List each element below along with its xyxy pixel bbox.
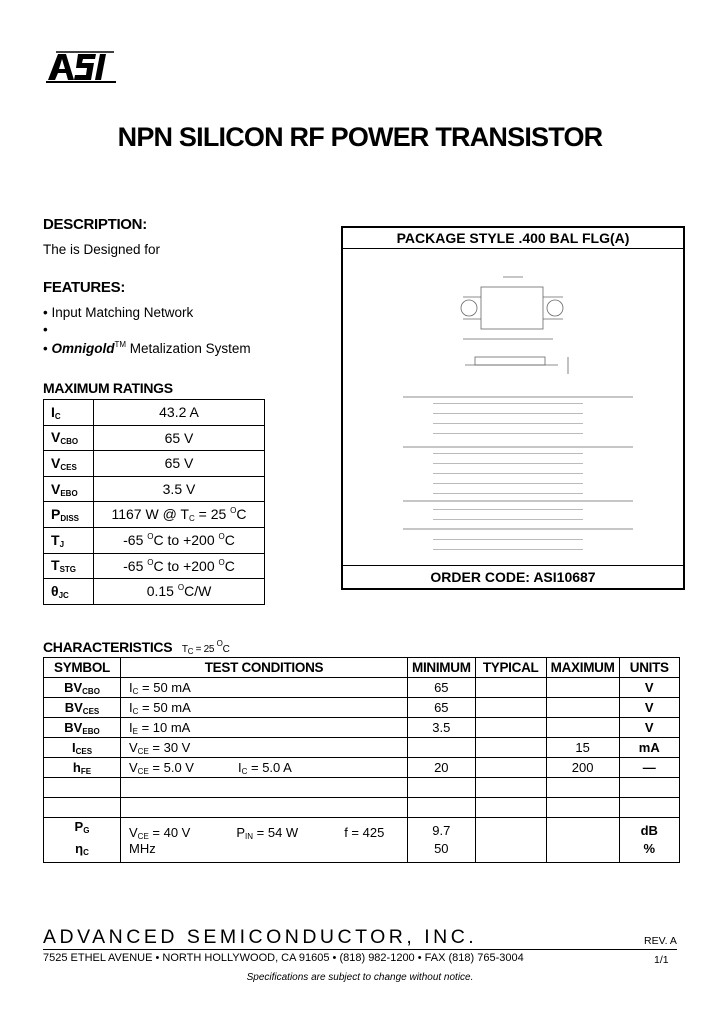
table-row <box>44 738 680 758</box>
typical-cell <box>475 718 546 738</box>
company-name: ADVANCED SEMICONDUCTOR, INC. <box>43 926 478 948</box>
minimum-cell: 9.7 50 <box>408 818 476 863</box>
units-cell: mA <box>619 738 679 758</box>
value-cell: 1167 W @ $T_C = 25$ $^O$C <box>94 502 265 528</box>
typical-cell <box>475 738 546 758</box>
maximum-cell <box>546 698 619 718</box>
symbol-cell: $T_J$ <box>44 527 94 553</box>
column-header: MAXIMUM <box>546 658 619 678</box>
feature-item-omnigold <box>43 340 251 356</box>
typical-cell <box>475 818 546 863</box>
table-row <box>44 553 265 579</box>
asi-logo <box>44 46 118 86</box>
table-row-empty <box>44 778 680 798</box>
max-ratings-heading: MAXIMUM RATINGS <box>43 380 173 396</box>
table-row <box>44 502 265 528</box>
value-cell: -65 $^O$C to +200 $^O$C <box>94 527 265 553</box>
characteristics-heading <box>43 639 230 656</box>
value-cell: 3.5 V <box>94 476 265 502</box>
typical-cell <box>475 758 546 778</box>
maximum-cell <box>546 818 619 863</box>
table-row <box>44 818 680 863</box>
minimum-cell: 65 <box>408 678 476 698</box>
trademark: TM <box>114 340 127 349</box>
minimum-cell: 3.5 <box>408 718 476 738</box>
minimum-cell: 20 <box>408 758 476 778</box>
order-code: ORDER CODE: ASI10687 <box>343 565 683 588</box>
characteristics-table <box>43 657 680 863</box>
table-row-empty <box>44 798 680 818</box>
maximum-cell <box>546 718 619 738</box>
typical-cell <box>475 698 546 718</box>
units-cell: V <box>619 718 679 738</box>
maximum-cell: 200 <box>546 758 619 778</box>
feature-text: Metalization System <box>126 341 251 356</box>
table-header-row <box>44 658 680 678</box>
column-header: TYPICAL <box>475 658 546 678</box>
maximum-cell <box>546 678 619 698</box>
table-row <box>44 579 265 605</box>
table-row <box>44 698 680 718</box>
omnigold-brand: Omnigold <box>51 341 115 356</box>
column-header: SYMBOL <box>44 658 121 678</box>
footer-divider <box>43 949 677 950</box>
column-header: MINIMUM <box>408 658 476 678</box>
symbol-cell: $BV_{CBO}$ <box>44 678 121 698</box>
conditions-cell: $I_E = 10$ mA <box>121 718 408 738</box>
minimum-cell <box>408 738 476 758</box>
units-cell: dB % <box>619 818 679 863</box>
symbol-cell: $V_{EBO}$ <box>44 476 94 502</box>
page-title: NPN SILICON RF POWER TRANSISTOR <box>117 122 603 152</box>
typical-cell <box>475 678 546 698</box>
column-header: UNITS <box>619 658 679 678</box>
maximum-cell: 15 <box>546 738 619 758</box>
symbol-cell: $V_{CES}$ <box>44 451 94 477</box>
symbol-cell: $T_{STG}$ <box>44 553 94 579</box>
revision: REV. A <box>644 935 677 947</box>
table-row <box>44 425 265 451</box>
feature-item: • <box>43 322 48 337</box>
description-text: The is Designed for <box>43 242 161 257</box>
symbol-cell: $BV_{EBO}$ <box>44 718 121 738</box>
symbol-cell: $\theta_{JC}$ <box>44 579 94 605</box>
conditions-cell: $I_C = 50$ mA <box>121 678 408 698</box>
symbol-cell: $P_G$ $\eta_C$ <box>44 818 121 863</box>
value-cell: 43.2 A <box>94 400 265 426</box>
minimum-cell: 65 <box>408 698 476 718</box>
symbol-cell: $I_C$ <box>44 400 94 426</box>
table-row <box>44 400 265 426</box>
symbol-cell: $I_{CES}$ <box>44 738 121 758</box>
table-row <box>44 476 265 502</box>
conditions-cell: $V_{CE} = 30$ V <box>121 738 408 758</box>
description-heading: DESCRIPTION: <box>43 216 147 233</box>
conditions-cell: $V_{CE} = 5.0$ V $I_C = 5.0$ A <box>121 758 408 778</box>
table-row <box>44 451 265 477</box>
symbol-cell: $BV_{CES}$ <box>44 698 121 718</box>
package-drawing <box>343 249 679 565</box>
disclaimer: Specifications are subject to change without notice. <box>246 972 474 983</box>
value-cell: 65 V <box>94 425 265 451</box>
package-title: PACKAGE STYLE .400 BAL FLG(A) <box>343 228 683 249</box>
page-number: 1/1 <box>654 954 669 966</box>
table-row <box>44 678 680 698</box>
value-cell: 0.15 $^O$C/W <box>94 579 265 605</box>
symbol-cell: $P_{DISS}$ <box>44 502 94 528</box>
units-cell: V <box>619 698 679 718</box>
units-cell: — <box>619 758 679 778</box>
symbol-cell: $h_{FE}$ <box>44 758 121 778</box>
value-cell: -65 $^O$C to +200 $^O$C <box>94 553 265 579</box>
conditions-cell: $I_C = 50$ mA <box>121 698 408 718</box>
column-header: TEST CONDITIONS <box>121 658 408 678</box>
characteristics-title: CHARACTERISTICS <box>43 639 173 655</box>
features-heading: FEATURES: <box>43 279 126 296</box>
table-row <box>44 527 265 553</box>
characteristics-condition: $T_C = 25$ $^O$C <box>181 639 230 656</box>
table-row <box>44 758 680 778</box>
units-cell: V <box>619 678 679 698</box>
package-box <box>341 226 685 590</box>
symbol-cell: $V_{CBO}$ <box>44 425 94 451</box>
company-address: 7525 ETHEL AVENUE • NORTH HOLLYWOOD, CA 91605 • (818) 982-1200 • FAX (818) 765-3004 <box>43 952 524 964</box>
bullet: • <box>43 341 52 356</box>
max-ratings-table <box>43 399 265 605</box>
feature-item: • Input Matching Network <box>43 305 194 320</box>
table-row <box>44 718 680 738</box>
conditions-cell: $V_{CE} = 40$ V $P_{IN} = 54$ W f = 425 MHz <box>121 818 408 863</box>
value-cell: 65 V <box>94 451 265 477</box>
